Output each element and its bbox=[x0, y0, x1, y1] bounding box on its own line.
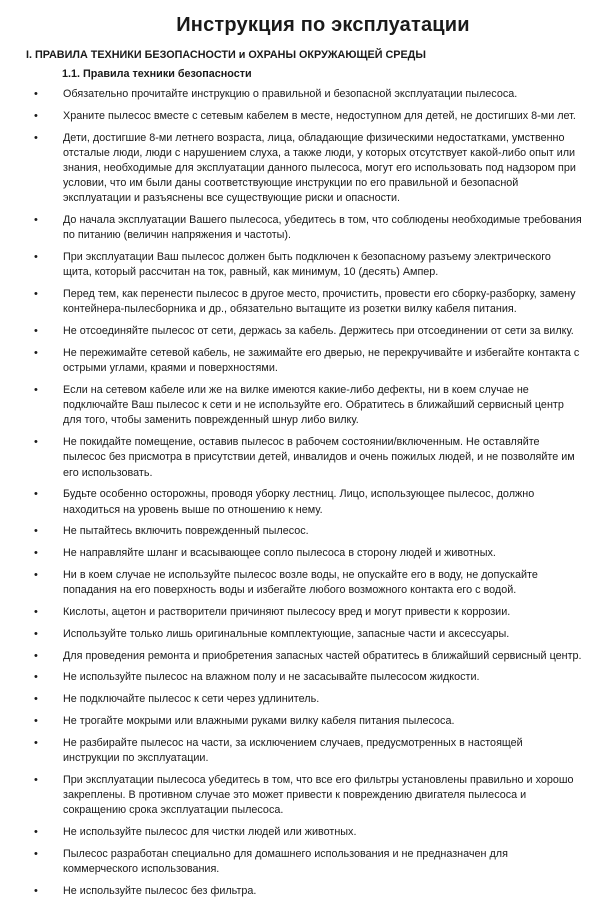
list-item: • Если на сетевом кабеле или же на вилке имеются какие-либо дефекты, ни в коем случае не подключайте Ваш пылесос к сети и не используйте его. Обратитесь в ближайший сервисный центр для того, чтобы заменить поврежденный шнур либо вилку. bbox=[34, 383, 582, 429]
page-title: Инструкция по эксплуатации bbox=[176, 14, 470, 36]
list-item: • Не используйте пылесос без фильтра. bbox=[34, 884, 582, 899]
sub-heading: 1.1. Правила техники безопасности bbox=[62, 68, 252, 80]
list-item: • Обязательно прочитайте инструкцию о правильной и безопасной эксплуатации пылесоса. bbox=[34, 87, 582, 102]
list-item: • Не пережимайте сетевой кабель, не зажимайте его дверью, не перекручивайте и избегайте контакта с острыми углами, краями и поверхностями. bbox=[34, 346, 582, 376]
list-item: • Не используйте пылесос для чистки людей или животных. bbox=[34, 825, 582, 840]
list-item: • Не направляйте шланг и всасывающее сопло пылесоса в сторону людей и животных. bbox=[34, 546, 582, 561]
list-item: • При эксплуатации пылесоса убедитесь в том, что все его фильтры установлены правильно и хорошо закреплены. В противном случае это может привести к повреждению двигателя пылесоса и сокращению срока эксплуатации пылесоса. bbox=[34, 773, 582, 819]
list-item: • Используйте только лишь оригинальные комплектующие, запасные части и аксессуары. bbox=[34, 627, 582, 642]
list-item: • Для проведения ремонта и приобретения запасных частей обратитесь в ближайший сервисный центр. bbox=[34, 649, 582, 664]
list-item: • Храните пылесос вместе с сетевым кабелем в месте, недоступном для детей, не достигших 8-ми лет. bbox=[34, 109, 582, 124]
list-item: • До начала эксплуатации Вашего пылесоса, убедитесь в том, что соблюдены необходимые требования по питанию (величин напряжения и частоты). bbox=[34, 213, 582, 243]
list-item: • Будьте особенно осторожны, проводя уборку лестниц. Лицо, использующее пылесос, должно находиться на уровень выше по отношению к нему. bbox=[34, 487, 582, 517]
list-item: • Не используйте пылесос на влажном полу и не засасывайте пылесосом жидкости. bbox=[34, 670, 582, 685]
list-item: • Не подключайте пылесос к сети через удлинитель. bbox=[34, 692, 582, 707]
list-item: • Кислоты, ацетон и растворители причиняют пылесосу вред и могут привести к коррозии. bbox=[34, 605, 582, 620]
list-item: • Дети, достигшие 8-ми летнего возраста, лица, обладающие физическими недостатками, умственно отсталые люди, люди с нарушением слуха, а также люди, у которых отсутствует какой-либо опыт или знания, необходимые для эксплуатации данного пылесоса, могут его использовать под надзором при условии, что им были даны соответствующие инструкции по его правильной и безопасной эксплуатации и разъяснены все существующие риски и опасности. bbox=[34, 131, 582, 207]
list-item: • Не покидайте помещение, оставив пылесос в рабочем состоянии/включенным. Не оставляйте пылесос без присмотра в присутствии детей, инвалидов и очень пожилых людей, и не позволяйте им его использовать. bbox=[34, 435, 582, 481]
list-item: • При эксплуатации Ваш пылесос должен быть подключен к безопасному разъему электрического щита, который рассчитан на ток, равный, как минимум, 10 (десять) Ампер. bbox=[34, 250, 582, 280]
list-item: • Перед тем, как перенести пылесос в другое место, прочистить, провести его сборку-разборку, замену контейнера-пылесборника и др., обязательно вытащите из розетки вилку кабеля питания. bbox=[34, 287, 582, 317]
list-item: • Не разбирайте пылесос на части, за исключением случаев, предусмотренных в настоящей инструкции по эксплуатации. bbox=[34, 736, 582, 766]
list-item: • Ни в коем случае не используйте пылесос возле воды, не опускайте его в воду, не допускайте попадания на его поверхность воды и избегайте любого возможного контакта его с водой. bbox=[34, 568, 582, 598]
list-item: • Не трогайте мокрыми или влажными руками вилку кабеля питания пылесоса. bbox=[34, 714, 582, 729]
list-item: • Не пытайтесь включить поврежденный пылесос. bbox=[34, 524, 582, 539]
safety-rules-list bbox=[34, 87, 582, 899]
list-item: • Не отсоединяйте пылесос от сети, держась за кабель. Держитесь при отсоединении от сети за вилку. bbox=[34, 324, 582, 339]
section-heading: I. ПРАВИЛА ТЕХНИКИ БЕЗОПАСНОСТИ и ОХРАНЫ ОКРУЖАЮЩЕЙ СРЕДЫ bbox=[26, 49, 426, 61]
list-item: • Пылесос разработан специально для домашнего использования и не предназначен для коммерческого использования. bbox=[34, 847, 582, 877]
